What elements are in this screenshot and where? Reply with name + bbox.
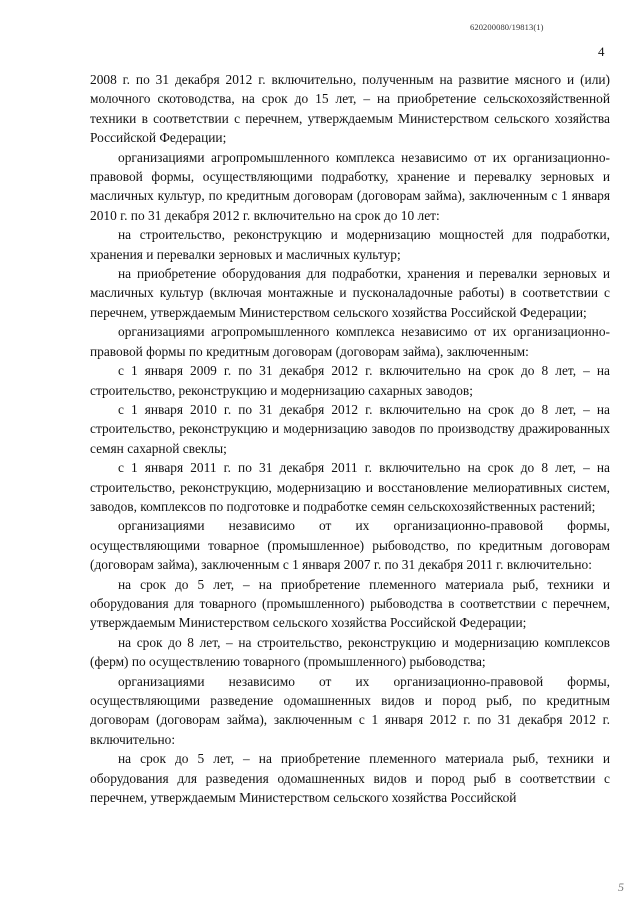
paragraph: 2008 г. по 31 декабря 2012 г. включительно, полученным на развитие мясного и (или) молочного скотоводства, на срок до 15 лет, – на приобретение сельскохозяйственной техники в соответствии с перечнем, утверждаемым Министерством сельского хозяйства Российской Федерации; — [90, 72, 610, 146]
paragraph: на срок до 8 лет, – на строительство, реконструкцию и модернизацию комплексов (ферм) по осуществлению товарного (промышленного) рыбоводства; — [90, 634, 610, 670]
paragraph: с 1 января 2010 г. по 31 декабря 2012 г. включительно на срок до 8 лет, – на строительство, реконструкцию и модернизацию заводов по производству дражированных семян сахарной свеклы; — [90, 401, 610, 456]
paragraph: организациями независимо от их организационно-правовой формы, осуществляющими товарное (промышленное) рыбоводство, по кредитным договорам (договорам займа), заключенным с 1 января 2007 г. по 31 декабря 2011 г. включительно: — [90, 518, 610, 573]
paragraph: на строительство, реконструкцию и модернизацию мощностей для подработки, хранения и перевалки зерновых и масличных культур; — [90, 227, 610, 262]
page-number: 4 — [598, 44, 605, 59]
paragraph: организациями независимо от их организационно-правовой формы, осуществляющими разведение одомашненных видов и пород рыб, по кредитным договорам (договорам займа), заключенным с 1 января 2012 г. по 31 декабря 2012 г. включительно: — [90, 673, 610, 747]
document-id: 620200080/19813(1) — [470, 22, 544, 32]
paragraph: с 1 января 2011 г. по 31 декабря 2011 г. включительно на срок до 8 лет, – на строительство, реконструкцию, модернизацию и восстановление мелиоративных систем, заводов, комплексов по подготовке и подработке семян сельскохозяйственных растений; — [90, 460, 610, 514]
body-text — [90, 70, 610, 807]
paragraph: на срок до 5 лет, – на приобретение племенного материала рыб, техники и оборудования для товарного (промышленного) рыбоводства в соответствии с перечнем, утверждаемым Министерством сельского хозяйства Российской Федерации; — [90, 576, 610, 631]
paragraph: организациями агропромышленного комплекса независимо от их организационно-правовой формы, осуществляющими подработку, хранение и перевалку зерновых и масличных культур, по кредитным договорам (договорам займа), заключенным с 1 января 2010 г. по 31 декабря 2012 г. включительно на срок до 10 лет: — [90, 149, 610, 223]
paragraph: с 1 января 2009 г. по 31 декабря 2012 г. включительно на срок до 8 лет, – на строительство, реконструкцию и модернизацию сахарных заводов; — [90, 363, 610, 398]
paragraph: организациями агропромышленного комплекса независимо от их организационно-правовой формы по кредитным договорам (договорам займа), заключенным: — [90, 324, 610, 359]
footer-handwritten-mark: 5 — [618, 880, 624, 894]
paragraph: на срок до 5 лет, – на приобретение племенного материала рыб, техники и оборудования для разведения одомашненных видов и пород рыб в соответствии с перечнем, утверждаемым Министерством сельского хозяйства Российской — [90, 751, 610, 806]
paragraph: на приобретение оборудования для подработки, хранения и перевалки зерновых и масличных культур (включая монтажные и пусконаладочные работы) в соответствии с перечнем, утверждаемым Министерством сельского хозяйства Российской Федерации; — [90, 266, 610, 320]
